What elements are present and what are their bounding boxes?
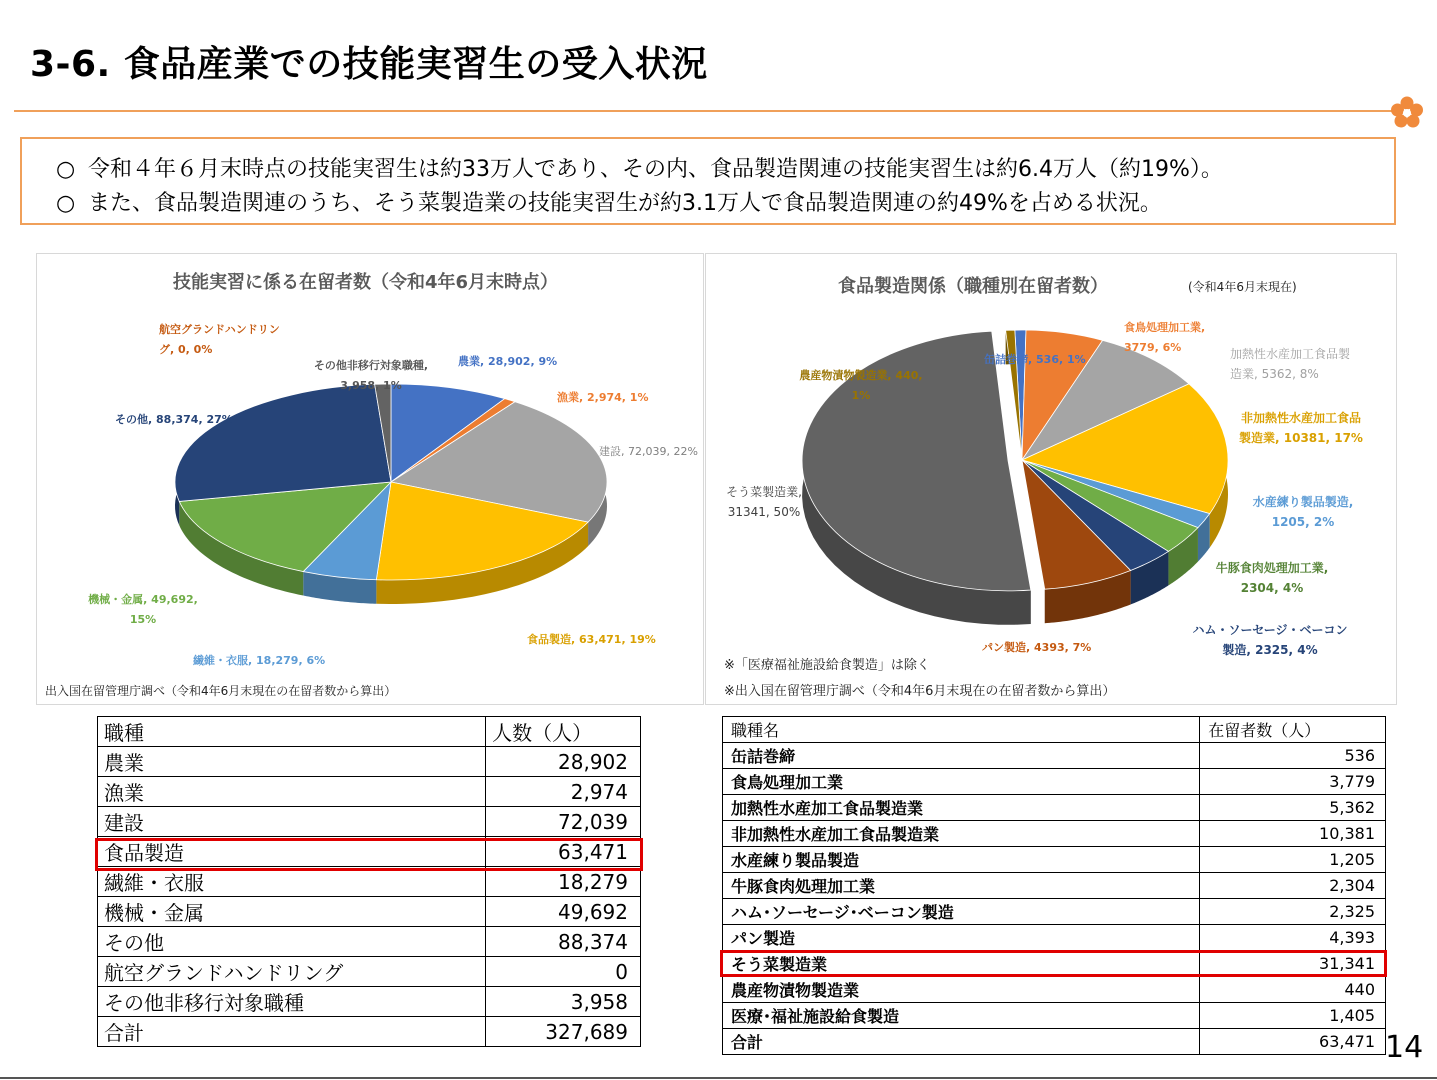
count-cell: 88,374 xyxy=(486,927,641,957)
label-souzai: そう菜製造業, 31341, 50% xyxy=(726,485,802,519)
summary-box xyxy=(20,137,1396,225)
label-kensetsu: 建設, 72,039, 22% xyxy=(599,445,698,458)
table-header-cell: 職種名 xyxy=(723,717,1200,743)
occupation-table xyxy=(97,716,641,1047)
count-cell: 5,362 xyxy=(1200,795,1386,821)
count-cell: 3,779 xyxy=(1200,769,1386,795)
label-pan: パン製造, 4393, 7% xyxy=(982,641,1092,654)
occupation-cell: 食鳥処理加工業 xyxy=(723,769,1200,795)
table-row xyxy=(723,1003,1386,1029)
count-cell: 2,974 xyxy=(486,777,641,807)
table-row xyxy=(98,807,641,837)
occupation-cell: 水産練り製品製造 xyxy=(723,847,1200,873)
count-cell: 3,958 xyxy=(486,987,641,1017)
table-row xyxy=(723,977,1386,1003)
occupation-cell: その他 xyxy=(98,927,486,957)
table-row xyxy=(98,867,641,897)
right-chart-subtitle: (令和4年6月末現在) xyxy=(1188,280,1297,294)
page-number: 14 xyxy=(1385,1030,1424,1065)
table-row xyxy=(98,777,641,807)
occupation-cell: 農産物漬物製造業 xyxy=(723,977,1200,1003)
label-shokucho: 食鳥処理加工業, 3779, 6% xyxy=(1124,321,1206,354)
occupation-cell: 缶詰巻締 xyxy=(723,743,1200,769)
occupation-cell: その他非移行対象職種 xyxy=(98,987,486,1017)
count-cell: 72,039 xyxy=(486,807,641,837)
table-row xyxy=(98,987,641,1017)
label-nougyou: 農業, 28,902, 9% xyxy=(458,355,558,368)
table-row xyxy=(98,927,641,957)
page-title: 3-6. 食品産業での技能実習生の受入状況 xyxy=(30,44,708,85)
table-row xyxy=(723,873,1386,899)
table-header-cell: 在留者数（人） xyxy=(1200,717,1386,743)
count-cell: 0 xyxy=(486,957,641,987)
table-row xyxy=(98,897,641,927)
occupation-cell: そう菜製造業 xyxy=(723,951,1200,977)
occupation-cell: 食品製造 xyxy=(98,837,486,867)
label-hikanetsu: 非加熱性水産加工食品製造業, 10381, 17% xyxy=(1239,411,1363,445)
occupation-cell: 航空グランドハンドリング xyxy=(98,957,486,987)
table-row xyxy=(98,1017,641,1047)
summary-text: また、食品製造関連のうち、そう菜製造業の技能実習生が約3.1万人で食品製造関連の約49%を占める状況。 xyxy=(88,191,1162,216)
label-shokuhin: 食品製造, 63,471, 19% xyxy=(527,633,656,646)
right-chart-panel xyxy=(705,253,1397,705)
occupation-cell: 漁業 xyxy=(98,777,486,807)
occupation-cell: 加熱性水産加工食品製造業 xyxy=(723,795,1200,821)
bullet-mark: ○ xyxy=(56,157,76,182)
label-sonota: その他, 88,374, 27% xyxy=(115,413,233,426)
occupation-cell: 牛豚食肉処理加工業 xyxy=(723,873,1200,899)
title-divider xyxy=(14,110,1399,112)
label-kanetsu: 加熱性水産加工食品製造業, 5362, 8% xyxy=(1230,347,1351,381)
right-chart-note-1: ※「医療福祉施設給食製造」は除く xyxy=(724,658,930,673)
left-chart-title: 技能実習に係る在留者数（令和4年6月末時点） xyxy=(173,272,559,293)
occupation-cell: 合計 xyxy=(98,1017,486,1047)
table-row xyxy=(723,821,1386,847)
occupation-cell: パン製造 xyxy=(723,925,1200,951)
occupation-cell: 医療･福祉施設給食製造 xyxy=(723,1003,1200,1029)
table-row xyxy=(723,1029,1386,1055)
bullet-mark: ○ xyxy=(56,191,76,216)
table-row xyxy=(723,847,1386,873)
label-ham: ハム・ソーセージ・ベーコン製造, 2325, 4% xyxy=(1192,623,1348,657)
label-gyuton: 牛豚食肉処理加工業, 2304, 4% xyxy=(1215,561,1329,595)
summary-text: 令和４年６月末時点の技能実習生は約33万人であり、その内、食品製造関連の技能実習生は約6.4万人（約19%）。 xyxy=(88,157,1223,182)
table-row xyxy=(98,957,641,987)
count-cell: 1,205 xyxy=(1200,847,1386,873)
table-row xyxy=(98,747,641,777)
count-cell: 28,902 xyxy=(486,747,641,777)
food-occupation-table xyxy=(722,716,1386,1055)
table-row xyxy=(723,925,1386,951)
table-row xyxy=(723,795,1386,821)
count-cell: 1,405 xyxy=(1200,1003,1386,1029)
summary-line-2 xyxy=(56,186,1162,217)
occupation-cell: 農業 xyxy=(98,747,486,777)
label-kikai: 機械・金属, 49,692, 15% xyxy=(88,593,198,626)
count-cell: 327,689 xyxy=(486,1017,641,1047)
left-chart-panel xyxy=(36,253,704,705)
occupation-cell: 建設 xyxy=(98,807,486,837)
count-cell: 440 xyxy=(1200,977,1386,1003)
occupation-cell: ハム･ソーセージ･ベーコン製造 xyxy=(723,899,1200,925)
count-cell: 2,304 xyxy=(1200,873,1386,899)
table-row xyxy=(723,899,1386,925)
count-cell: 2,325 xyxy=(1200,899,1386,925)
count-cell: 63,471 xyxy=(1200,1029,1386,1055)
right-chart-title: 食品製造関係（職種別在留者数） xyxy=(838,276,1108,297)
bottom-divider xyxy=(0,1077,1437,1079)
label-kokuu: 航空グランドハンドリング, 0, 0% xyxy=(159,323,280,356)
table-row xyxy=(723,769,1386,795)
count-cell: 536 xyxy=(1200,743,1386,769)
summary-line-1 xyxy=(56,152,1223,183)
table-header-row xyxy=(98,717,641,747)
count-cell: 18,279 xyxy=(486,867,641,897)
plum-blossom-icon xyxy=(1390,96,1424,130)
pie-slice-6 xyxy=(175,384,391,501)
occupation-cell: 繊維・衣服 xyxy=(98,867,486,897)
highlight-box-souzai xyxy=(720,950,1387,977)
label-sonota-hi: その他非移行対象職種, 3,958, 1% xyxy=(313,359,429,392)
right-chart-note-2: ※出入国在留管理庁調べ（令和4年6月末現在の在留者数から算出） xyxy=(724,684,1116,699)
occupation-cell: 機械・金属 xyxy=(98,897,486,927)
count-cell: 10,381 xyxy=(1200,821,1386,847)
highlight-box-shokuhin xyxy=(95,838,643,871)
table-row xyxy=(723,743,1386,769)
count-cell: 49,692 xyxy=(486,897,641,927)
count-cell: 31,341 xyxy=(1200,951,1386,977)
label-kanzume: 缶詰巻締, 536, 1% xyxy=(984,353,1086,366)
label-tsukemono: 農産物漬物製造業, 440, 1% xyxy=(799,369,923,402)
label-seni: 繊維・衣服, 18,279, 6% xyxy=(193,654,326,667)
count-cell: 63,471 xyxy=(486,837,641,867)
label-neri: 水産練り製品製造, 1205, 2% xyxy=(1252,495,1354,529)
table-header-row xyxy=(723,717,1386,743)
occupation-cell: 合計 xyxy=(723,1029,1200,1055)
table-header-cell: 職種 xyxy=(98,717,486,747)
label-gyogyou: 漁業, 2,974, 1% xyxy=(557,391,649,404)
count-cell: 4,393 xyxy=(1200,925,1386,951)
table-header-cell: 人数（人） xyxy=(486,717,641,747)
occupation-cell: 非加熱性水産加工食品製造業 xyxy=(723,821,1200,847)
left-chart-source: 出入国在留管理庁調べ（令和4年6月末現在の在留者数から算出） xyxy=(45,684,397,698)
